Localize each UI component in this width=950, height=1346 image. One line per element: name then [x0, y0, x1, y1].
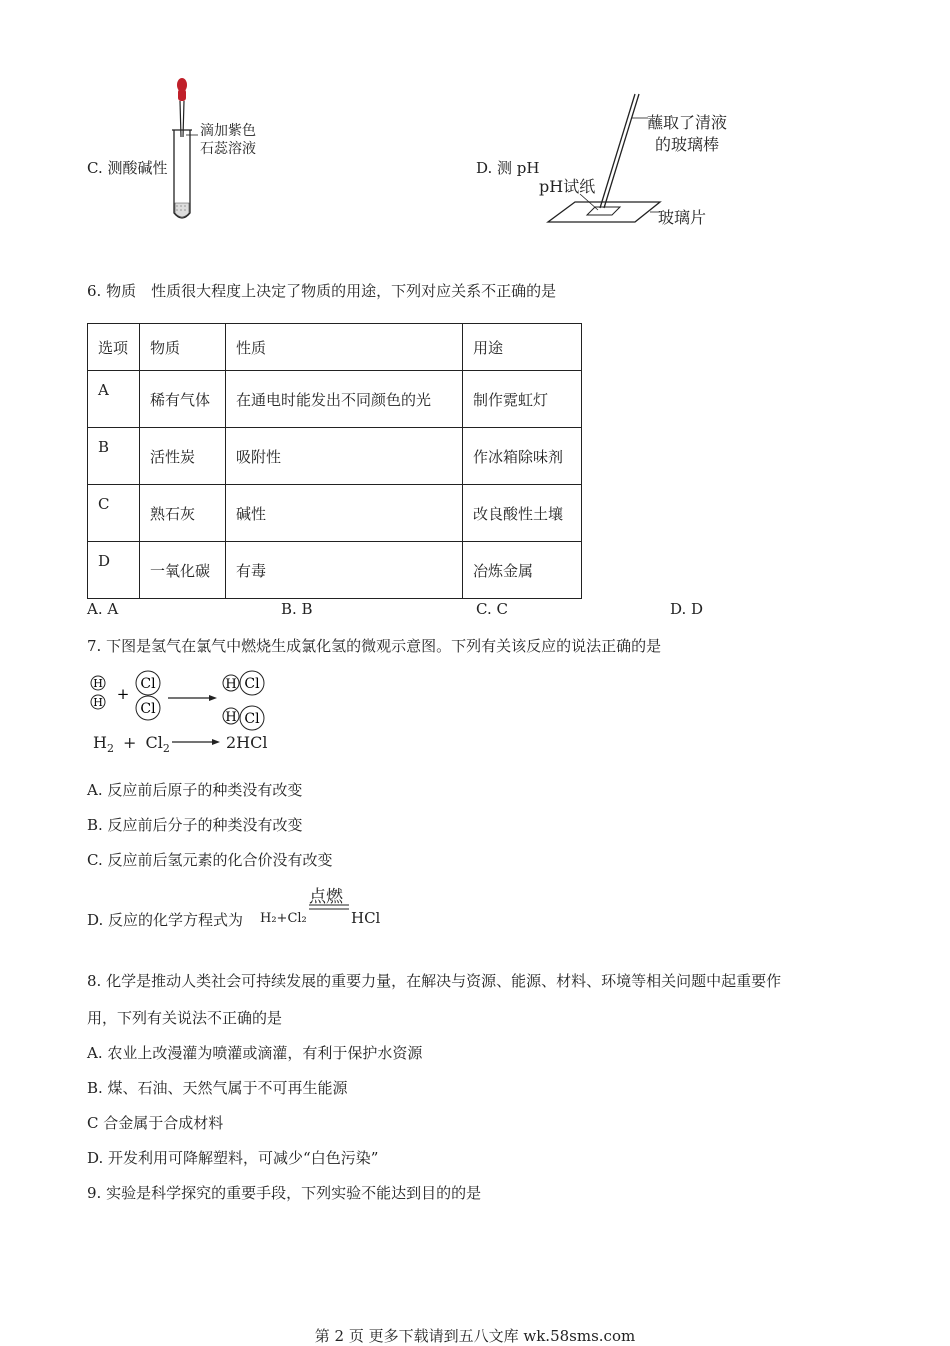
q8-option-a: A. 农业上改漫灌为喷灌或滴灌，有利于保护水资源: [87, 1044, 423, 1062]
q7-option-d-rhs: HCl: [351, 909, 381, 927]
q6-option-d: D. D: [670, 600, 704, 618]
atom-cl-label: Cl: [140, 676, 156, 692]
table-cell: 一氧化碳: [140, 542, 226, 599]
table-header-cell: 性质: [226, 324, 463, 371]
q7-option-b: B. 反应前后分子的种类没有改变: [87, 816, 303, 834]
table-cell: 作冰箱除味剂: [463, 428, 582, 485]
equation-arrow: [172, 736, 222, 748]
atom-h-label: H: [93, 677, 103, 690]
q6-table: [87, 323, 582, 599]
table-row: [88, 428, 582, 485]
atom-cl-label: Cl: [244, 676, 260, 692]
q5-d-paper-label: pH试纸: [539, 177, 596, 196]
glass-rod: [600, 94, 635, 208]
eq-h2: H: [93, 733, 107, 752]
q7-option-a: A. 反应前后原子的种类没有改变: [87, 781, 303, 799]
q5-d-rod-label-1: 蘸取了清液: [647, 113, 728, 132]
cl2-molecule: [136, 671, 160, 720]
q5-option-c: C. 测酸碱性: [87, 159, 168, 177]
q6-option-c: C. C: [476, 600, 508, 618]
table-cell: 冶炼金属: [463, 542, 582, 599]
table-cell: B: [88, 428, 140, 485]
table-cell: 熟石灰: [140, 485, 226, 542]
q5-c-label-2: 石蕊溶液: [200, 141, 256, 157]
q7-option-d-prefix: D. 反应的化学方程式为: [87, 911, 244, 929]
atom-h-label: H: [93, 696, 103, 709]
plus-sign: +: [116, 685, 130, 703]
q5-d-glass-label: 玻璃片: [658, 208, 707, 227]
table-cell: 在通电时能发出不同颜色的光: [226, 371, 463, 428]
hcl-molecule: [223, 706, 264, 730]
glass-slide: [548, 202, 660, 222]
q7-option-d-lhs: H₂+Cl₂: [260, 911, 307, 926]
table-cell: 活性炭: [140, 428, 226, 485]
table-header-cell: 物质: [140, 324, 226, 371]
eq-cl2-subscript: 2: [162, 742, 170, 755]
eq-plus: +: [123, 733, 137, 752]
q5-c-label-1: 滴加紫色: [200, 123, 256, 139]
table-header-cell: 用途: [463, 324, 582, 371]
h2-molecule: [91, 676, 105, 709]
equals-double-line: [309, 903, 351, 911]
q6-option-a: A. A: [87, 600, 119, 618]
table-row: [88, 485, 582, 542]
q7-equation-lhs: [93, 733, 170, 755]
table-header-row: [88, 324, 582, 371]
atom-h-label: H: [225, 677, 237, 692]
q7-option-c: C. 反应前后氢元素的化合价没有改变: [87, 851, 333, 869]
eq-cl2: Cl: [145, 733, 163, 752]
q8-stem-line1: 8. 化学是推动人类社会可持续发展的重要力量，在解决与资源、能源、材料、环境等相关问题中起重要作: [87, 972, 782, 990]
q9-stem: 9. 实验是科学探究的重要手段，下列实验不能达到目的的是: [87, 1184, 482, 1202]
table-cell: 有毒: [226, 542, 463, 599]
q8-stem-line2: 用，下列有关说法不正确的是: [87, 1009, 283, 1027]
table-cell: 改良酸性土壤: [463, 485, 582, 542]
table-header-cell: 选项: [88, 324, 140, 371]
table-cell: 吸附性: [226, 428, 463, 485]
atom-h-label: H: [225, 710, 237, 725]
q5-option-d: D. 测 pH: [476, 159, 540, 177]
hcl-molecule: [223, 671, 264, 695]
eq-h2-subscript: 2: [106, 742, 114, 755]
ph-paper: [587, 207, 620, 215]
molecule-diagram: [85, 668, 285, 734]
q8-option-b: B. 煤、石油、天然气属于不可再生能源: [87, 1079, 348, 1097]
q8-option-d: D. 开发利用可降解塑料，可减少“白色污染”: [87, 1149, 379, 1167]
table-cell: D: [88, 542, 140, 599]
q8-option-c: C 合金属于合成材料: [87, 1114, 224, 1132]
table-cell: 碱性: [226, 485, 463, 542]
q7-stem: 7. 下图是氢气在氯气中燃烧生成氯化氢的微观示意图。下列有关该反应的说法正确的是: [87, 637, 662, 655]
table-cell: 稀有气体: [140, 371, 226, 428]
table-cell: C: [88, 485, 140, 542]
q6-option-b: B. B: [281, 600, 313, 618]
table-row: [88, 542, 582, 599]
q6-stem: 6. 物质 性质很大程度上决定了物质的用途，下列对应关系不正确的是: [87, 282, 557, 300]
table-cell: 制作霓虹灯: [463, 371, 582, 428]
q5-d-rod-label-2: 的玻璃棒: [655, 135, 720, 154]
atom-cl-label: Cl: [140, 701, 156, 717]
eq-product: 2HCl: [226, 733, 268, 752]
table-cell: A: [88, 371, 140, 428]
atom-cl-label: Cl: [244, 711, 260, 727]
table-row: [88, 371, 582, 428]
q7-option-d-condition: 点燃: [309, 887, 343, 907]
page-footer: 第 2 页 更多下载请到五八文库 wk.58sms.com: [314, 1327, 636, 1345]
